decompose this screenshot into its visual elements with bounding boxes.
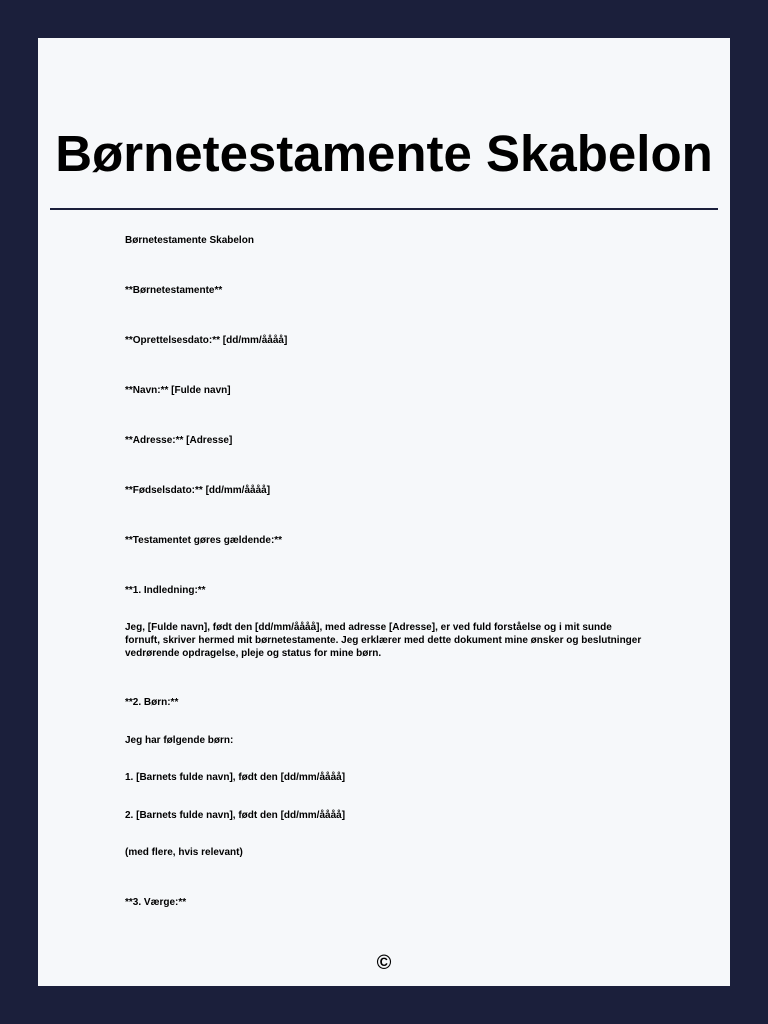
section-label: **Børnetestamente** — [125, 285, 223, 296]
title-divider — [50, 208, 718, 210]
address-field: **Adresse:** [Adresse] — [125, 435, 233, 446]
section-1-heading: **1. Indledning:** — [125, 585, 206, 596]
document-page — [38, 38, 730, 986]
section-1-paragraph: Jeg, [Fulde navn], født den [dd/mm/åååå], med adresse [Adresse], er ved fuld forståelse og i mit sunde fornuft, skriver hermed mit børnetestamente. Jeg erklærer med dette dokument mine ønsker og beslutninger vedrørende opdragelse, pleje og status for mine børn. — [125, 622, 642, 659]
child-item-2: 2. [Barnets fulde navn], født den [dd/mm/åååå] — [125, 810, 346, 821]
child-item-1: 1. [Barnets fulde navn], født den [dd/mm/åååå] — [125, 772, 346, 783]
section-3-heading: **3. Værge:** — [125, 897, 187, 908]
name-field: **Navn:** [Fulde navn] — [125, 385, 231, 396]
validity-heading: **Testamentet gøres gældende:** — [125, 535, 283, 546]
children-note: (med flere, hvis relevant) — [125, 847, 243, 858]
page-title: Børnetestamente Skabelon — [55, 125, 713, 182]
birthdate-field: **Fødselsdato:** [dd/mm/åååå] — [125, 485, 271, 496]
creation-date-field: **Oprettelsesdato:** [dd/mm/åååå] — [125, 335, 288, 346]
section-2-heading: **2. Børn:** — [125, 697, 179, 708]
children-intro: Jeg har følgende børn: — [125, 735, 234, 746]
doc-heading: Børnetestamente Skabelon — [125, 235, 254, 246]
copyright-icon: © — [376, 952, 392, 974]
